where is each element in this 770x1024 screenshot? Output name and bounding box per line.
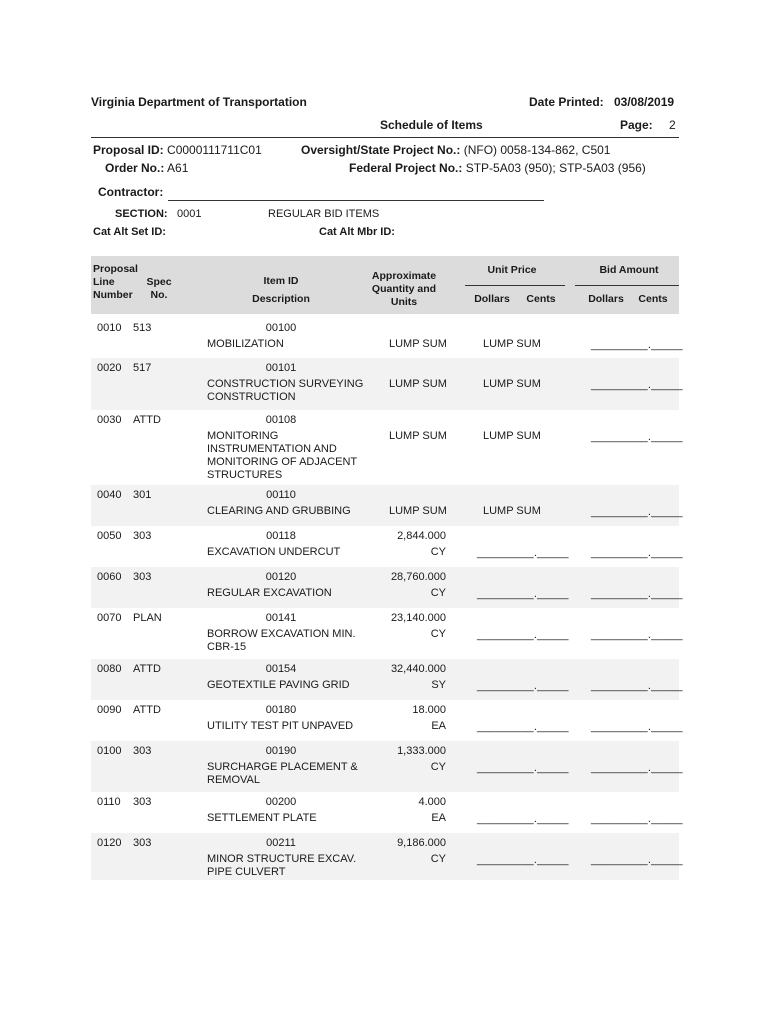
oversight-value: (NFO) 0058-134-862, C501	[463, 143, 611, 157]
unit: EA	[431, 720, 446, 732]
item-id: 00110	[266, 489, 296, 501]
unit: CY	[430, 587, 446, 599]
table-row	[91, 608, 683, 659]
cat-alt-set-label: Cat Alt Set ID:	[93, 226, 166, 238]
item-description: UTILITY TEST PIT UNPAVED	[207, 720, 354, 732]
item-id: 00200	[265, 796, 297, 808]
bid-amount-underline	[575, 285, 679, 286]
unit-price-underline	[465, 285, 565, 286]
spec-number: 303	[133, 571, 152, 583]
spec-number: ATTD	[133, 663, 161, 675]
item-description: EXCAVATION UNDERCUT	[207, 546, 341, 558]
section-value: 0001	[177, 208, 202, 220]
item-description: SURCHARGE PLACEMENT & REMOVAL	[207, 761, 358, 786]
federal-row	[349, 161, 646, 175]
quantity: 1,333.000	[397, 745, 446, 757]
item-id: 00101	[265, 362, 297, 374]
order-no-value: A61	[167, 161, 189, 175]
quantity: LUMP SUM	[389, 505, 447, 517]
page-label: Page:	[620, 118, 653, 132]
line-number: 0090	[97, 704, 122, 716]
quantity: LUMP SUM	[389, 338, 447, 350]
unit-price-field[interactable]: _________._____	[477, 629, 569, 641]
unit-price-field[interactable]: _________._____	[477, 813, 569, 825]
agency-name: Virginia Department of Transportation	[91, 95, 307, 109]
table-row	[91, 318, 683, 358]
unit: CY	[430, 761, 446, 773]
contractor-label: Contractor:	[98, 185, 164, 199]
line-number: 0080	[97, 663, 122, 675]
unit-price-field[interactable]: _________._____	[477, 762, 569, 774]
quantity: 28,760.000	[390, 571, 446, 583]
col-bid-amount: Bid Amount	[599, 264, 659, 276]
quantity: 23,140.000	[390, 612, 446, 624]
quantity: 9,186.000	[397, 837, 446, 849]
line-number: 0010	[97, 322, 122, 334]
col-spec-text: Spec No.	[146, 276, 172, 301]
table-row	[91, 410, 683, 485]
item-description: SETTLEMENT PLATE	[207, 812, 317, 824]
table-header	[91, 256, 679, 314]
unit-price-text: LUMP SUM	[483, 338, 541, 350]
item-id: 00154	[265, 663, 297, 675]
col-proposal-line	[93, 263, 143, 302]
federal-value: STP-5A03 (950); STP-5A03 (956)	[465, 161, 646, 175]
col-item-id: Item ID	[263, 275, 299, 287]
date-printed-value: 03/08/2019	[614, 95, 675, 109]
item-description: BORROW EXCAVATION MIN. CBR-15	[207, 628, 356, 653]
item-description: REGULAR EXCAVATION	[207, 587, 332, 599]
line-number: 0040	[97, 489, 122, 501]
quantity: 18.000	[412, 704, 446, 716]
unit-price-text: LUMP SUM	[483, 505, 541, 517]
quantity: 4.000	[418, 796, 446, 808]
oversight-label: Oversight/State Project No.:	[301, 143, 461, 157]
bid-amount-field[interactable]: _________._____	[591, 762, 683, 774]
bid-amount-field[interactable]: _________._____	[591, 379, 683, 391]
spec-number: 303	[133, 837, 152, 849]
spec-number: 513	[133, 322, 152, 334]
table-row	[91, 792, 683, 833]
line-number: 0050	[97, 530, 122, 542]
item-description: CLEARING AND GRUBBING	[207, 505, 351, 517]
col-proposal-line-text: Proposal Line Number	[93, 263, 138, 301]
unit-price-field[interactable]: _________._____	[477, 588, 569, 600]
bid-amount-field[interactable]: _________._____	[591, 506, 683, 518]
col-unit-price: Unit Price	[487, 264, 537, 276]
col-unit-dollars: Dollars	[474, 293, 510, 305]
unit: EA	[431, 812, 446, 824]
spec-number: 303	[133, 530, 152, 542]
spec-number: PLAN	[133, 612, 162, 624]
quantity: 2,844.000	[397, 530, 446, 542]
proposal-id-value: C0000111711C01	[167, 143, 262, 157]
col-description: Description	[252, 293, 310, 305]
bid-amount-field[interactable]: _________._____	[591, 721, 683, 733]
date-printed-label: Date Printed:	[529, 95, 604, 109]
table-row	[91, 567, 683, 608]
item-description: MINOR STRUCTURE EXCAV. PIPE CULVERT	[207, 853, 357, 878]
spec-number: ATTD	[133, 414, 161, 426]
item-id: 00190	[265, 745, 297, 757]
unit-price-field[interactable]: _________._____	[477, 547, 569, 559]
table-row	[91, 659, 683, 700]
unit: SY	[431, 679, 446, 691]
table-row	[91, 700, 683, 741]
table-row	[91, 485, 683, 526]
table-row	[91, 833, 683, 880]
item-id: 00211	[266, 837, 296, 849]
order-no-row	[105, 161, 188, 175]
item-description: GEOTEXTILE PAVING GRID	[207, 679, 350, 691]
col-quantity	[354, 270, 454, 309]
spec-number: 303	[133, 796, 152, 808]
bid-amount-field[interactable]: _________._____	[591, 629, 683, 641]
header-divider	[91, 137, 679, 138]
table-row	[91, 358, 683, 410]
unit: CY	[430, 546, 446, 558]
section-label: SECTION:	[115, 208, 168, 220]
item-id: 00100	[265, 322, 297, 334]
item-id: 00108	[265, 414, 297, 426]
item-id: 00141	[265, 612, 297, 624]
section-title: REGULAR BID ITEMS	[268, 208, 380, 220]
quantity: 32,440.000	[390, 663, 446, 675]
bid-amount-field[interactable]: _________._____	[591, 588, 683, 600]
col-spec	[137, 276, 181, 302]
cat-alt-mbr-label: Cat Alt Mbr ID:	[319, 226, 395, 238]
spec-number: ATTD	[133, 704, 161, 716]
quantity: LUMP SUM	[389, 378, 447, 390]
proposal-id-row	[93, 143, 262, 157]
item-id: 00180	[265, 704, 297, 716]
col-bid-dollars: Dollars	[588, 293, 624, 305]
bid-amount-field[interactable]: _________._____	[591, 813, 683, 825]
line-number: 0020	[97, 362, 122, 374]
spec-number: 303	[133, 745, 152, 757]
unit: CY	[430, 628, 446, 640]
line-number: 0070	[97, 612, 122, 624]
col-unit-cents: Cents	[526, 293, 556, 305]
page-number: 2	[669, 118, 676, 132]
oversight-row	[301, 143, 610, 157]
spec-number: 301	[133, 489, 152, 501]
item-description: MONITORING INSTRUMENTATION AND MONITORING OF ADJACENT STRUCTURES	[207, 430, 358, 481]
quantity: LUMP SUM	[389, 430, 447, 442]
item-id: 00120	[265, 571, 297, 583]
line-number: 0030	[97, 414, 122, 426]
federal-label: Federal Project No.:	[349, 161, 463, 175]
table-row	[91, 526, 683, 567]
col-bid-cents: Cents	[638, 293, 668, 305]
unit-price-field[interactable]: _________._____	[477, 680, 569, 692]
unit-price-text: LUMP SUM	[483, 378, 541, 390]
item-description: MOBILIZATION	[207, 338, 284, 350]
line-number: 0060	[97, 571, 122, 583]
unit-price-field[interactable]: _________._____	[477, 721, 569, 733]
unit-price-text: LUMP SUM	[483, 430, 541, 442]
line-number: 0110	[97, 796, 121, 808]
schedule-title: Schedule of Items	[380, 118, 483, 132]
bid-amount-field[interactable]: _________._____	[591, 854, 683, 866]
bid-amount-field[interactable]: _________._____	[591, 431, 683, 443]
spec-number: 517	[133, 362, 152, 374]
line-number: 0120	[97, 837, 122, 849]
line-number: 0100	[97, 745, 122, 757]
item-id: 00118	[266, 530, 296, 542]
proposal-id-label: Proposal ID:	[93, 143, 164, 157]
bid-amount-field[interactable]: _________._____	[591, 339, 683, 351]
contractor-line[interactable]	[168, 200, 544, 201]
item-description: CONSTRUCTION SURVEYING CONSTRUCTION	[207, 378, 364, 403]
bid-amount-field[interactable]: _________._____	[591, 547, 683, 559]
unit: CY	[430, 853, 446, 865]
bid-amount-field[interactable]: _________._____	[591, 680, 683, 692]
order-no-label: Order No.:	[105, 161, 165, 175]
col-quantity-text: Approximate Quantity and Units	[371, 270, 437, 308]
table-row	[91, 741, 683, 792]
unit-price-field[interactable]: _________._____	[477, 854, 569, 866]
